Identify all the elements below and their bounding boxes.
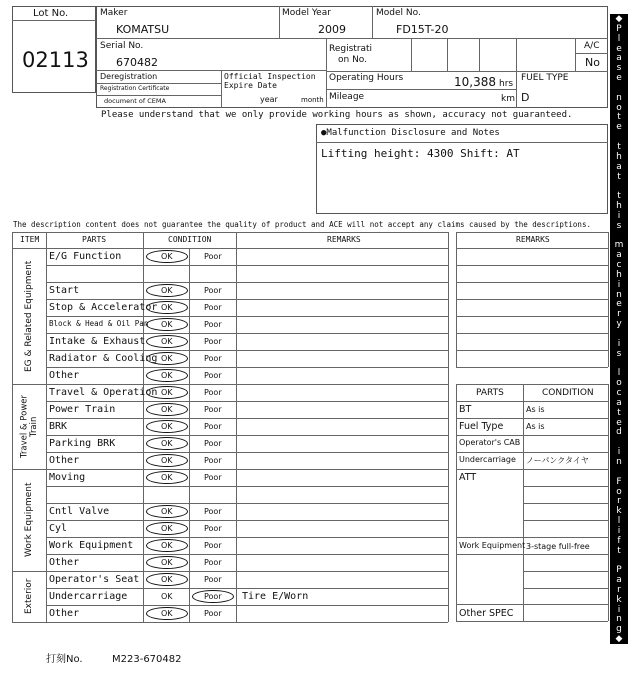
- ok-selected-circle: [146, 420, 188, 433]
- operating-hours-value: 10,388: [454, 75, 496, 89]
- ok-selected-circle: [146, 335, 188, 348]
- hrs-label: hrs: [499, 79, 514, 89]
- poor-option[interactable]: Poor: [204, 371, 222, 380]
- ok-option[interactable]: OK: [161, 371, 173, 380]
- lot-number: 02113: [22, 48, 89, 72]
- poor-option[interactable]: Poor: [204, 507, 222, 516]
- right-remarks-header: REMARKS: [516, 235, 550, 244]
- location-notice-sidebar: ◆ P l e a s e n o t e t h a t t h i s m a c h i n e r y i s l o c a t e d i n F o r k l i f t P a r k i n g ◆: [610, 14, 628, 644]
- disclaimer: The description content does not guarantee the quality of product and ACE will not accept any claims caused by the descriptions.: [13, 220, 591, 229]
- poor-option[interactable]: Poor: [204, 422, 222, 431]
- remark-text: Tire E/Worn: [242, 591, 309, 602]
- ok-selected-circle: [146, 284, 188, 297]
- ok-option[interactable]: OK: [161, 592, 173, 601]
- ok-selected-circle: [146, 250, 188, 263]
- group-label: EG & Related Equipment: [24, 260, 35, 372]
- malfunction-title: ●Malfunction Disclosure and Notes: [321, 128, 500, 138]
- right-part-name: Undercarriage: [459, 455, 516, 464]
- poor-option[interactable]: Poor: [204, 405, 222, 414]
- maker-value: KOMATSU: [116, 23, 170, 36]
- ok-selected-circle: [146, 301, 188, 314]
- header-condition: CONDITION: [168, 235, 212, 244]
- inspection-label-1: Official Inspection: [224, 72, 316, 81]
- poor-option[interactable]: Poor: [204, 354, 222, 363]
- registration-label-1: Registrati: [329, 44, 373, 54]
- poor-option[interactable]: Poor: [204, 320, 222, 329]
- right-parts-header: PARTS: [476, 388, 504, 398]
- ok-option[interactable]: OK: [161, 473, 173, 482]
- right-part-name: BT: [459, 404, 472, 415]
- header-item: ITEM: [20, 235, 40, 244]
- ok-option[interactable]: OK: [161, 609, 173, 618]
- maker-label: Maker: [100, 8, 128, 18]
- ok-selected-circle: [146, 522, 188, 535]
- poor-option[interactable]: Poor: [204, 592, 222, 601]
- right-part-name: Fuel Type: [459, 421, 504, 432]
- cema-label: document of CEMA: [104, 97, 166, 105]
- ok-option[interactable]: OK: [161, 388, 173, 397]
- part-name: Radiator & Cooling: [49, 353, 158, 364]
- header-parts: PARTS: [82, 235, 107, 244]
- ok-selected-circle: [146, 437, 188, 450]
- ok-option[interactable]: OK: [161, 303, 173, 312]
- ok-option[interactable]: OK: [161, 320, 173, 329]
- right-part-name: Other SPEC: [459, 608, 514, 619]
- part-name: Power Train: [49, 404, 116, 415]
- malfunction-notes: Lifting height: 4300 Shift: AT: [321, 147, 520, 160]
- part-name: Other: [49, 370, 80, 381]
- ok-option[interactable]: OK: [161, 558, 173, 567]
- ac-label: A/C: [584, 41, 600, 51]
- ok-option[interactable]: OK: [161, 507, 173, 516]
- ok-selected-circle: [146, 539, 188, 552]
- poor-option[interactable]: Poor: [204, 524, 222, 533]
- ok-selected-circle: [146, 505, 188, 518]
- deregistration-label: Deregistration: [100, 72, 158, 81]
- group-label: Travel & Power Train: [19, 395, 39, 458]
- ok-selected-circle: [146, 403, 188, 416]
- serial-no-value: 670482: [116, 56, 158, 69]
- poor-selected-circle: [192, 590, 234, 603]
- poor-option[interactable]: Poor: [204, 388, 222, 397]
- part-name: Travel & Operation: [49, 387, 158, 398]
- year-label: year: [260, 95, 278, 104]
- right-condition-value: As is: [526, 422, 545, 431]
- right-condition-value: 3-stage full-free: [526, 542, 590, 551]
- km-label: km: [501, 94, 515, 104]
- month-label: month: [301, 96, 324, 104]
- part-name: Other: [49, 608, 80, 619]
- serial-no-label: Serial No.: [100, 41, 144, 51]
- ok-option[interactable]: OK: [161, 524, 173, 533]
- part-name: Other: [49, 455, 80, 466]
- ok-option[interactable]: OK: [161, 354, 173, 363]
- part-name: Cyl: [49, 523, 68, 534]
- registration-label-2: on No.: [338, 55, 368, 65]
- part-name: Block & Head & Oil Pan: [49, 319, 149, 328]
- poor-option[interactable]: Poor: [204, 609, 222, 618]
- poor-option[interactable]: Poor: [204, 541, 222, 550]
- model-no-label: Model No.: [376, 8, 421, 18]
- part-name: Intake & Exhaust: [49, 336, 146, 347]
- part-name: Stop & Accelerator: [49, 302, 158, 313]
- poor-option[interactable]: Poor: [204, 558, 222, 567]
- poor-option[interactable]: Poor: [204, 575, 222, 584]
- poor-option[interactable]: Poor: [204, 456, 222, 465]
- poor-option[interactable]: Poor: [204, 473, 222, 482]
- ok-selected-circle: [146, 352, 188, 365]
- ok-selected-circle: [146, 556, 188, 569]
- ok-selected-circle: [146, 318, 188, 331]
- part-name: Work Equipment: [49, 540, 134, 551]
- poor-option[interactable]: Poor: [204, 286, 222, 295]
- ok-selected-circle: [146, 386, 188, 399]
- ok-selected-circle: [146, 454, 188, 467]
- right-condition-header: CONDITION: [542, 388, 594, 398]
- right-part-name: ATT: [459, 472, 477, 483]
- model-year-value: 2009: [318, 23, 346, 36]
- part-name: Other: [49, 557, 80, 568]
- header-remarks: REMARKS: [327, 235, 361, 244]
- stamp-label: 打刻No.: [46, 654, 83, 665]
- ok-selected-circle: [146, 607, 188, 620]
- stamp-value: M223-670482: [112, 654, 182, 665]
- poor-option[interactable]: Poor: [204, 252, 222, 261]
- ok-selected-circle: [146, 573, 188, 586]
- ok-option[interactable]: OK: [161, 337, 173, 346]
- ok-selected-circle: [146, 471, 188, 484]
- working-hours-notice: Please understand that we only provide working hours as shown, accuracy not guaranteed.: [101, 110, 573, 120]
- ok-option[interactable]: OK: [161, 286, 173, 295]
- operating-hours-label: Operating Hours: [329, 73, 404, 83]
- part-name: Cntl Valve: [49, 506, 110, 517]
- model-year-label: Model Year: [282, 8, 331, 18]
- part-name: BRK: [49, 421, 68, 432]
- right-part-name: Work Equipment: [459, 541, 526, 550]
- poor-option[interactable]: Poor: [204, 337, 222, 346]
- ok-option[interactable]: OK: [161, 439, 173, 448]
- part-name: Start: [49, 285, 80, 296]
- poor-option[interactable]: Poor: [204, 439, 222, 448]
- ok-option[interactable]: OK: [161, 575, 173, 584]
- part-name: Undercarriage: [49, 591, 128, 602]
- right-part-name: Operator's CAB: [459, 438, 521, 447]
- ok-option[interactable]: OK: [161, 541, 173, 550]
- part-name: E/G Function: [49, 251, 122, 262]
- ok-option[interactable]: OK: [161, 422, 173, 431]
- part-name: Operator's Seat: [49, 574, 140, 585]
- ok-option[interactable]: OK: [161, 252, 173, 261]
- lot-no-label: Lot No.: [33, 8, 69, 19]
- ok-option[interactable]: OK: [161, 456, 173, 465]
- group-label: Work Equipment: [24, 482, 35, 558]
- inspection-label-2: Expire Date: [224, 81, 277, 90]
- right-condition-value: As is: [526, 405, 545, 414]
- part-name: Parking BRK: [49, 438, 116, 449]
- poor-option[interactable]: Poor: [204, 303, 222, 312]
- right-condition-value: ノーパンクタイヤ: [526, 456, 589, 465]
- ok-option[interactable]: OK: [161, 405, 173, 414]
- model-no-value: FD15T-20: [396, 23, 449, 36]
- ac-value: No: [585, 56, 600, 69]
- mileage-label: Mileage: [329, 92, 365, 102]
- fuel-type-value: D: [521, 91, 530, 104]
- group-label: Exterior: [24, 578, 35, 615]
- part-name: Moving: [49, 472, 86, 483]
- fuel-type-label: FUEL TYPE: [521, 73, 569, 83]
- ok-selected-circle: [146, 369, 188, 382]
- reg-cert-label: Registration Certificate: [100, 85, 170, 92]
